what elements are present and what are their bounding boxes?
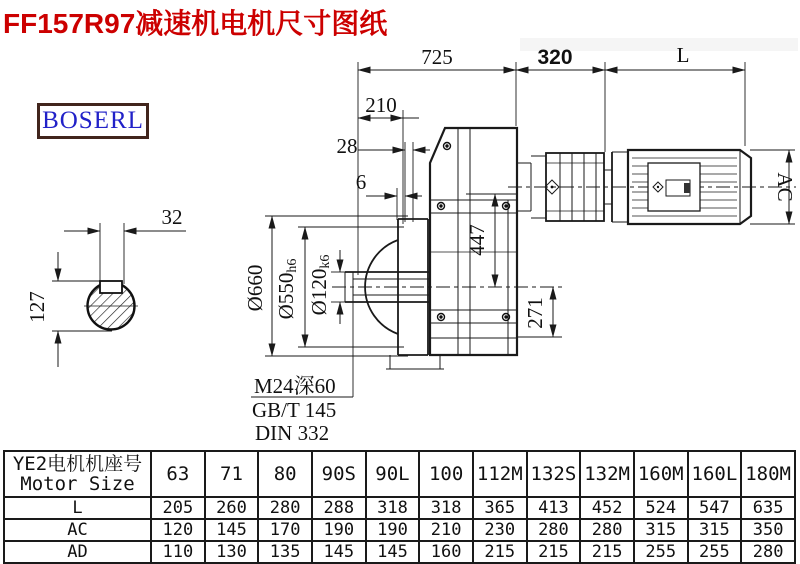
dimension-labels	[25, 43, 797, 445]
boserl-logo-text: BOSERL	[42, 107, 144, 134]
col-header: 63	[151, 451, 205, 497]
col-header: 132M	[580, 451, 634, 497]
table-row-AC: AC 120 145 170 190 190 210 230 280 280 315 315 350	[4, 519, 795, 541]
row-label: AD	[4, 541, 151, 563]
col-header: 180M	[741, 451, 795, 497]
din-standard: DIN 332	[255, 421, 330, 445]
col-header: 71	[205, 451, 259, 497]
col-header: 90S	[312, 451, 366, 497]
motor-size-table	[3, 450, 796, 564]
row-label: L	[4, 497, 151, 519]
output-flange	[365, 219, 444, 369]
dim-725: 725	[421, 45, 453, 69]
dim-6: 6	[355, 170, 367, 194]
col-header: 132S	[527, 451, 581, 497]
table-row-AD: AD 110 130 135 145 145 160 215 215 215 255 255 280	[4, 541, 795, 563]
col-header: 90L	[366, 451, 420, 497]
col-header: 112M	[473, 451, 527, 497]
table-header-row	[4, 451, 795, 497]
row-label: AC	[4, 519, 151, 541]
table-row-L: L 205 260 280 288 318 318 365 413 452 524 547 635	[4, 497, 795, 519]
dim-L: L	[676, 43, 690, 67]
col-header: 160M	[634, 451, 688, 497]
dim-550: Ø550h6	[274, 258, 300, 320]
col-header: 80	[258, 451, 312, 497]
col-header: 160L	[688, 451, 742, 497]
dim-660: Ø660	[243, 264, 267, 312]
shaft-section-detail	[88, 281, 135, 330]
table-header-motor-size: YE2电机机座号 Motor Size	[4, 451, 151, 497]
dim-320: 320	[537, 46, 573, 69]
dim-28: 28	[336, 134, 358, 158]
page-title: FF157R97减速机电机尺寸图纸	[3, 8, 388, 39]
gbt-standard: GB/T 145	[252, 398, 337, 422]
dim-120: Ø120k6	[307, 254, 333, 316]
dim-32: 32	[161, 205, 183, 229]
dim-127: 127	[25, 291, 49, 323]
dim-447: 447	[465, 224, 489, 256]
dim-271: 271	[523, 297, 547, 329]
thread-spec: M24深60	[254, 374, 336, 398]
dim-210: 210	[365, 93, 397, 117]
dim-AC: AC	[773, 172, 797, 202]
col-header: 100	[419, 451, 473, 497]
